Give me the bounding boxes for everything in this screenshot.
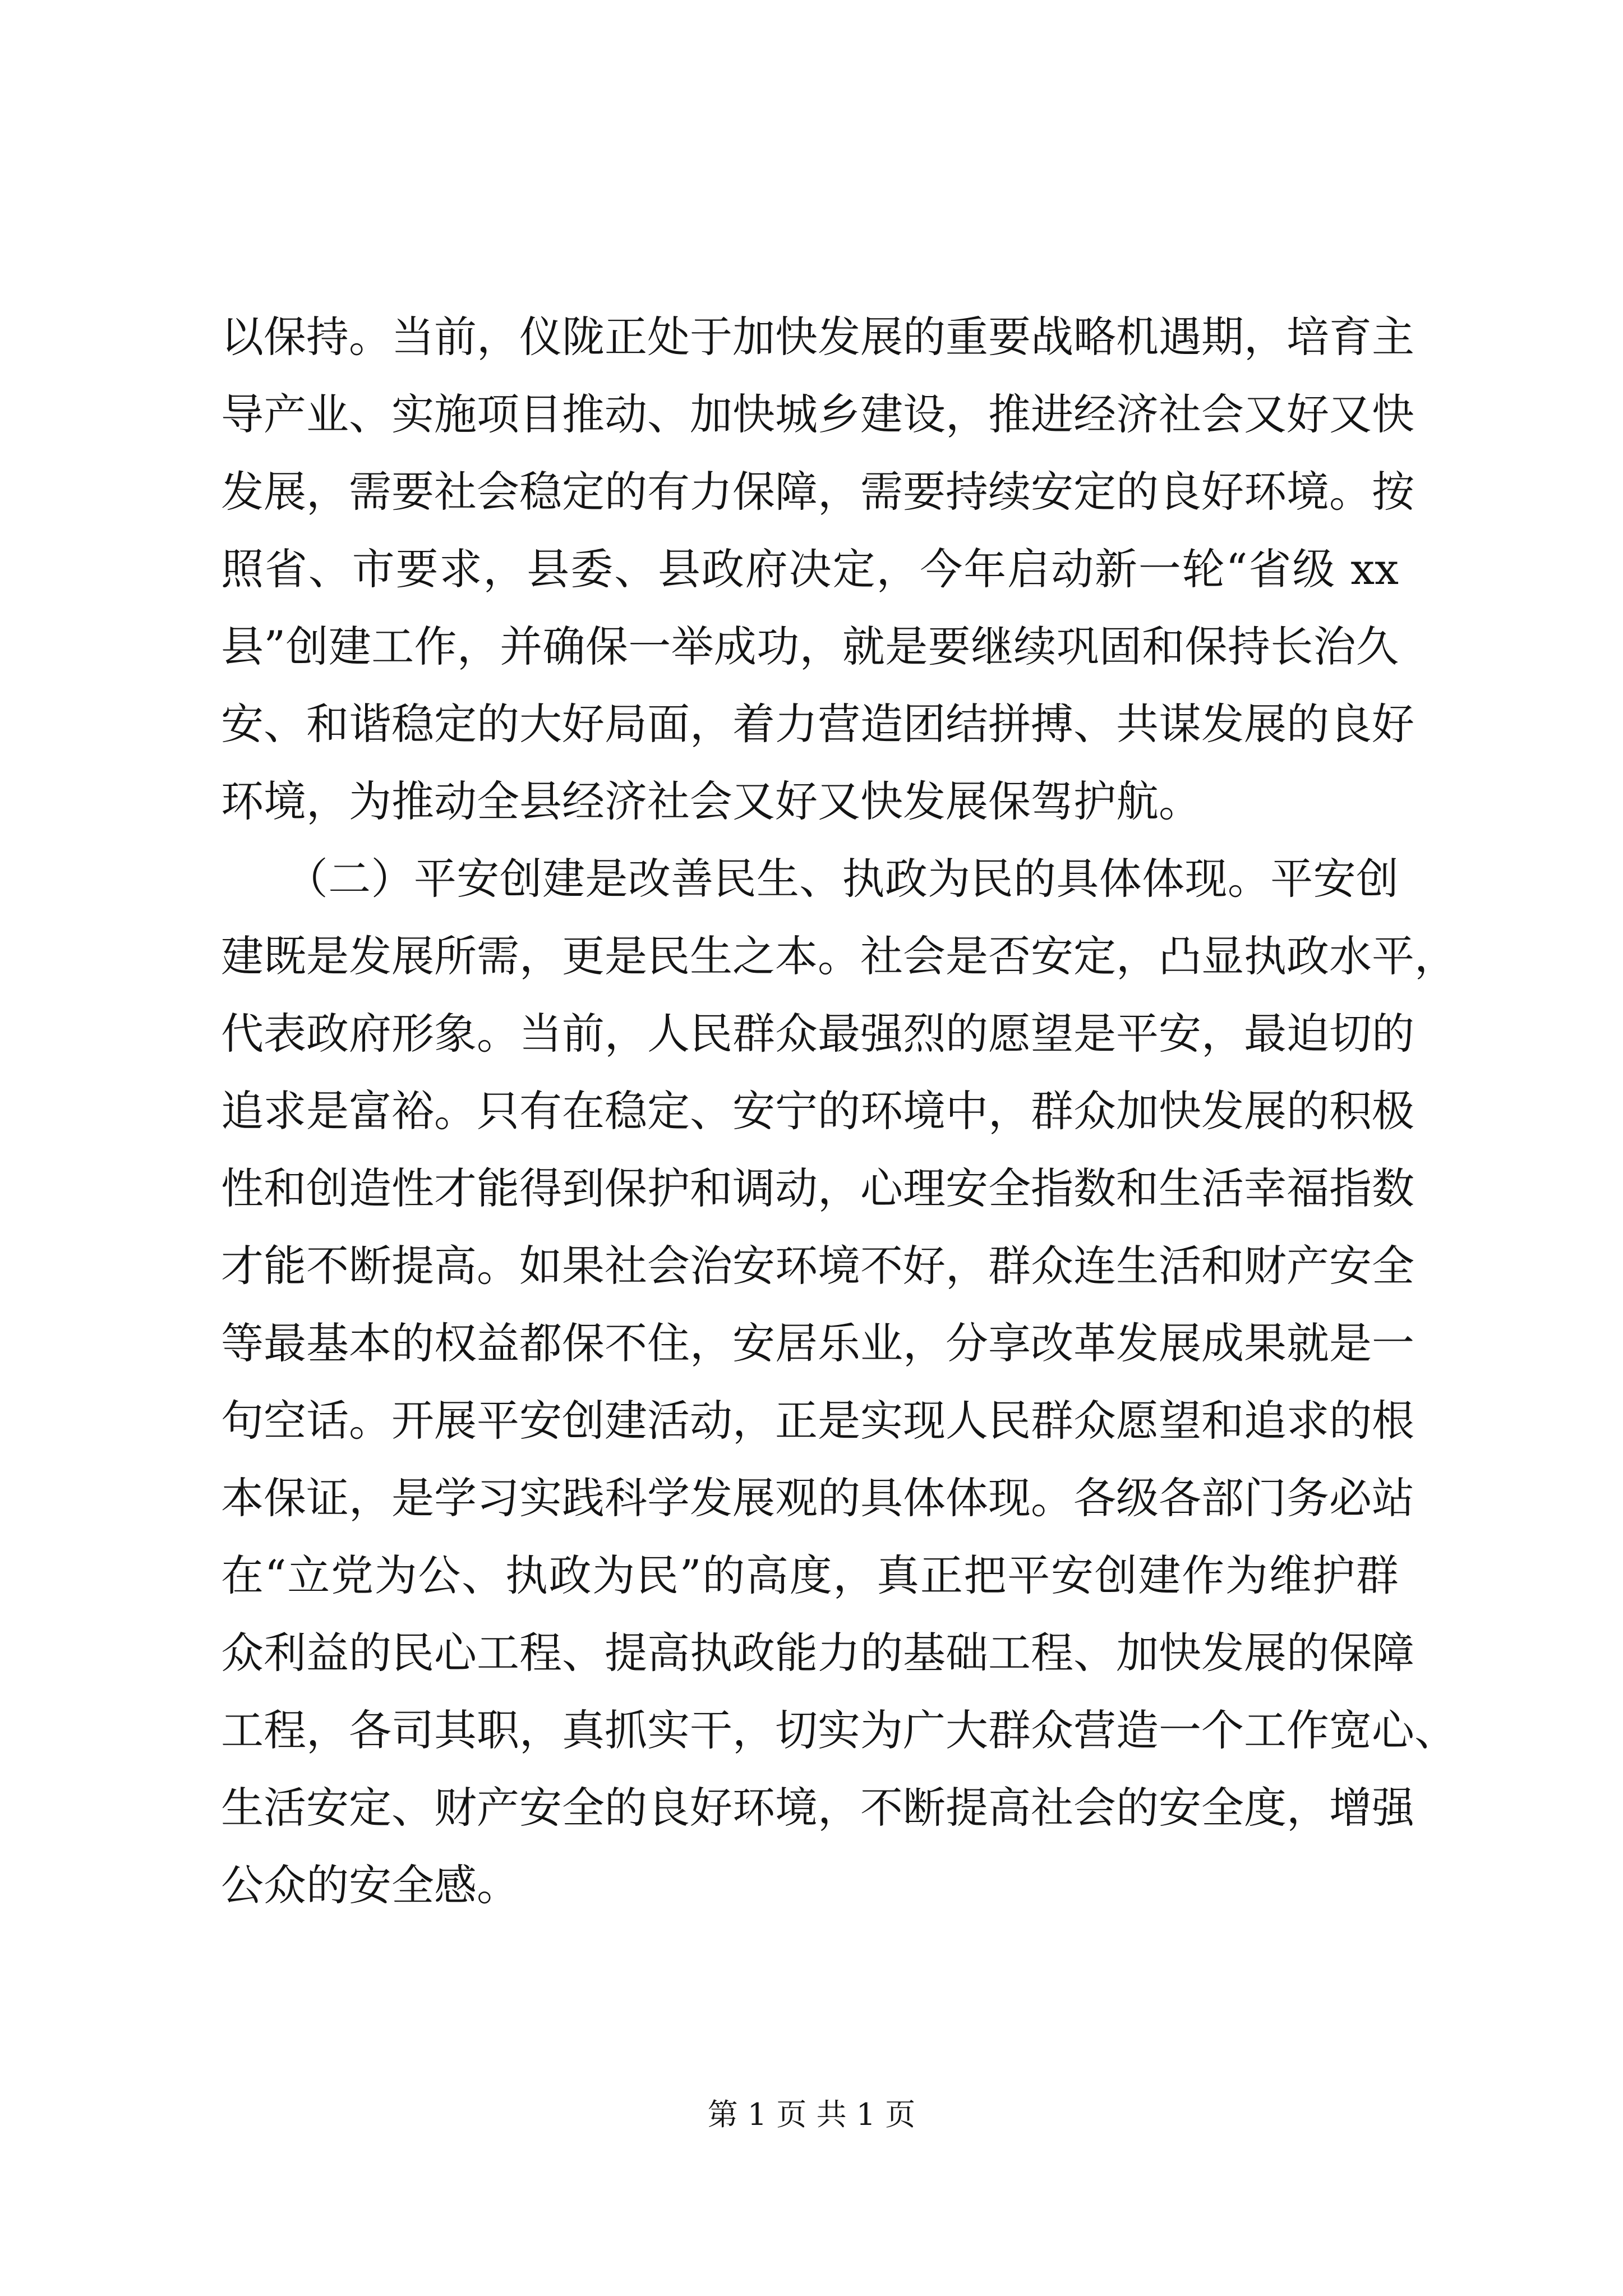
text-line: 发展，需要社会稳定的有力保障，需要持续安定的良好环境。按 — [221, 467, 1414, 517]
page-number-footer: 第 1 页 共 1 页 — [707, 2097, 916, 2132]
body-text — [221, 298, 1457, 1924]
text-line: 县”创建工作，并确保一举成功，就是要继续巩固和保持长治久 — [221, 622, 1399, 671]
text-line: 追求是富裕。只有在稳定、安宁的环境中，群众加快发展的积极 — [221, 1086, 1414, 1136]
text-line: 公众的安全感。 — [221, 1860, 519, 1910]
text-line: 众利益的民心工程、提高执政能力的基础工程、加快发展的保障 — [221, 1628, 1414, 1678]
text-line: 在“立党为公、执政为民”的高度，真正把平安创建作为维护群 — [221, 1550, 1399, 1600]
text-line: 照省、市要求，县委、县政府决定，今年启动新一轮“省级 xx — [221, 544, 1399, 594]
text-line: 工程，各司其职，真抓实干，切实为广大群众营造一个工作宽心、 — [221, 1705, 1457, 1755]
text-line: 建既是发展所需，更是民生之本。社会是否安定，凸显执政水平， — [221, 931, 1457, 981]
text-line: 生活安定、财产安全的良好环境，不断提高社会的安全度，增强 — [221, 1783, 1414, 1833]
text-line: 句空话。开展平安创建活动，正是实现人民群众愿望和追求的根 — [221, 1396, 1414, 1446]
text-line: 以保持。当前，仪陇正处于加快发展的重要战略机遇期，培育主 — [221, 312, 1414, 362]
text-line: 导产业、实施项目推动、加快城乡建设，推进经济社会又好又快 — [221, 389, 1414, 439]
text-line: 环境，为推动全县经济社会又好又快发展保驾护航。 — [221, 776, 1201, 826]
text-line: 安、和谐稳定的大好局面，着力营造团结拼搏、共谋发展的良好 — [221, 699, 1414, 749]
text-line: （二）平安创建是改善民生、执政为民的具体体现。平安创 — [221, 854, 1399, 904]
text-line: 等最基本的权益都保不住，安居乐业，分享改革发展成果就是一 — [221, 1318, 1414, 1368]
text-line: 本保证，是学习实践科学发展观的具体体现。各级各部门务必站 — [221, 1473, 1414, 1523]
text-line: 性和创造性才能得到保护和调动，心理安全指数和生活幸福指数 — [221, 1163, 1414, 1213]
text-line: 才能不断提高。如果社会治安环境不好，群众连生活和财产安全 — [221, 1241, 1414, 1291]
text-line: 代表政府形象。当前，人民群众最强烈的愿望是平安，最迫切的 — [221, 1009, 1414, 1059]
